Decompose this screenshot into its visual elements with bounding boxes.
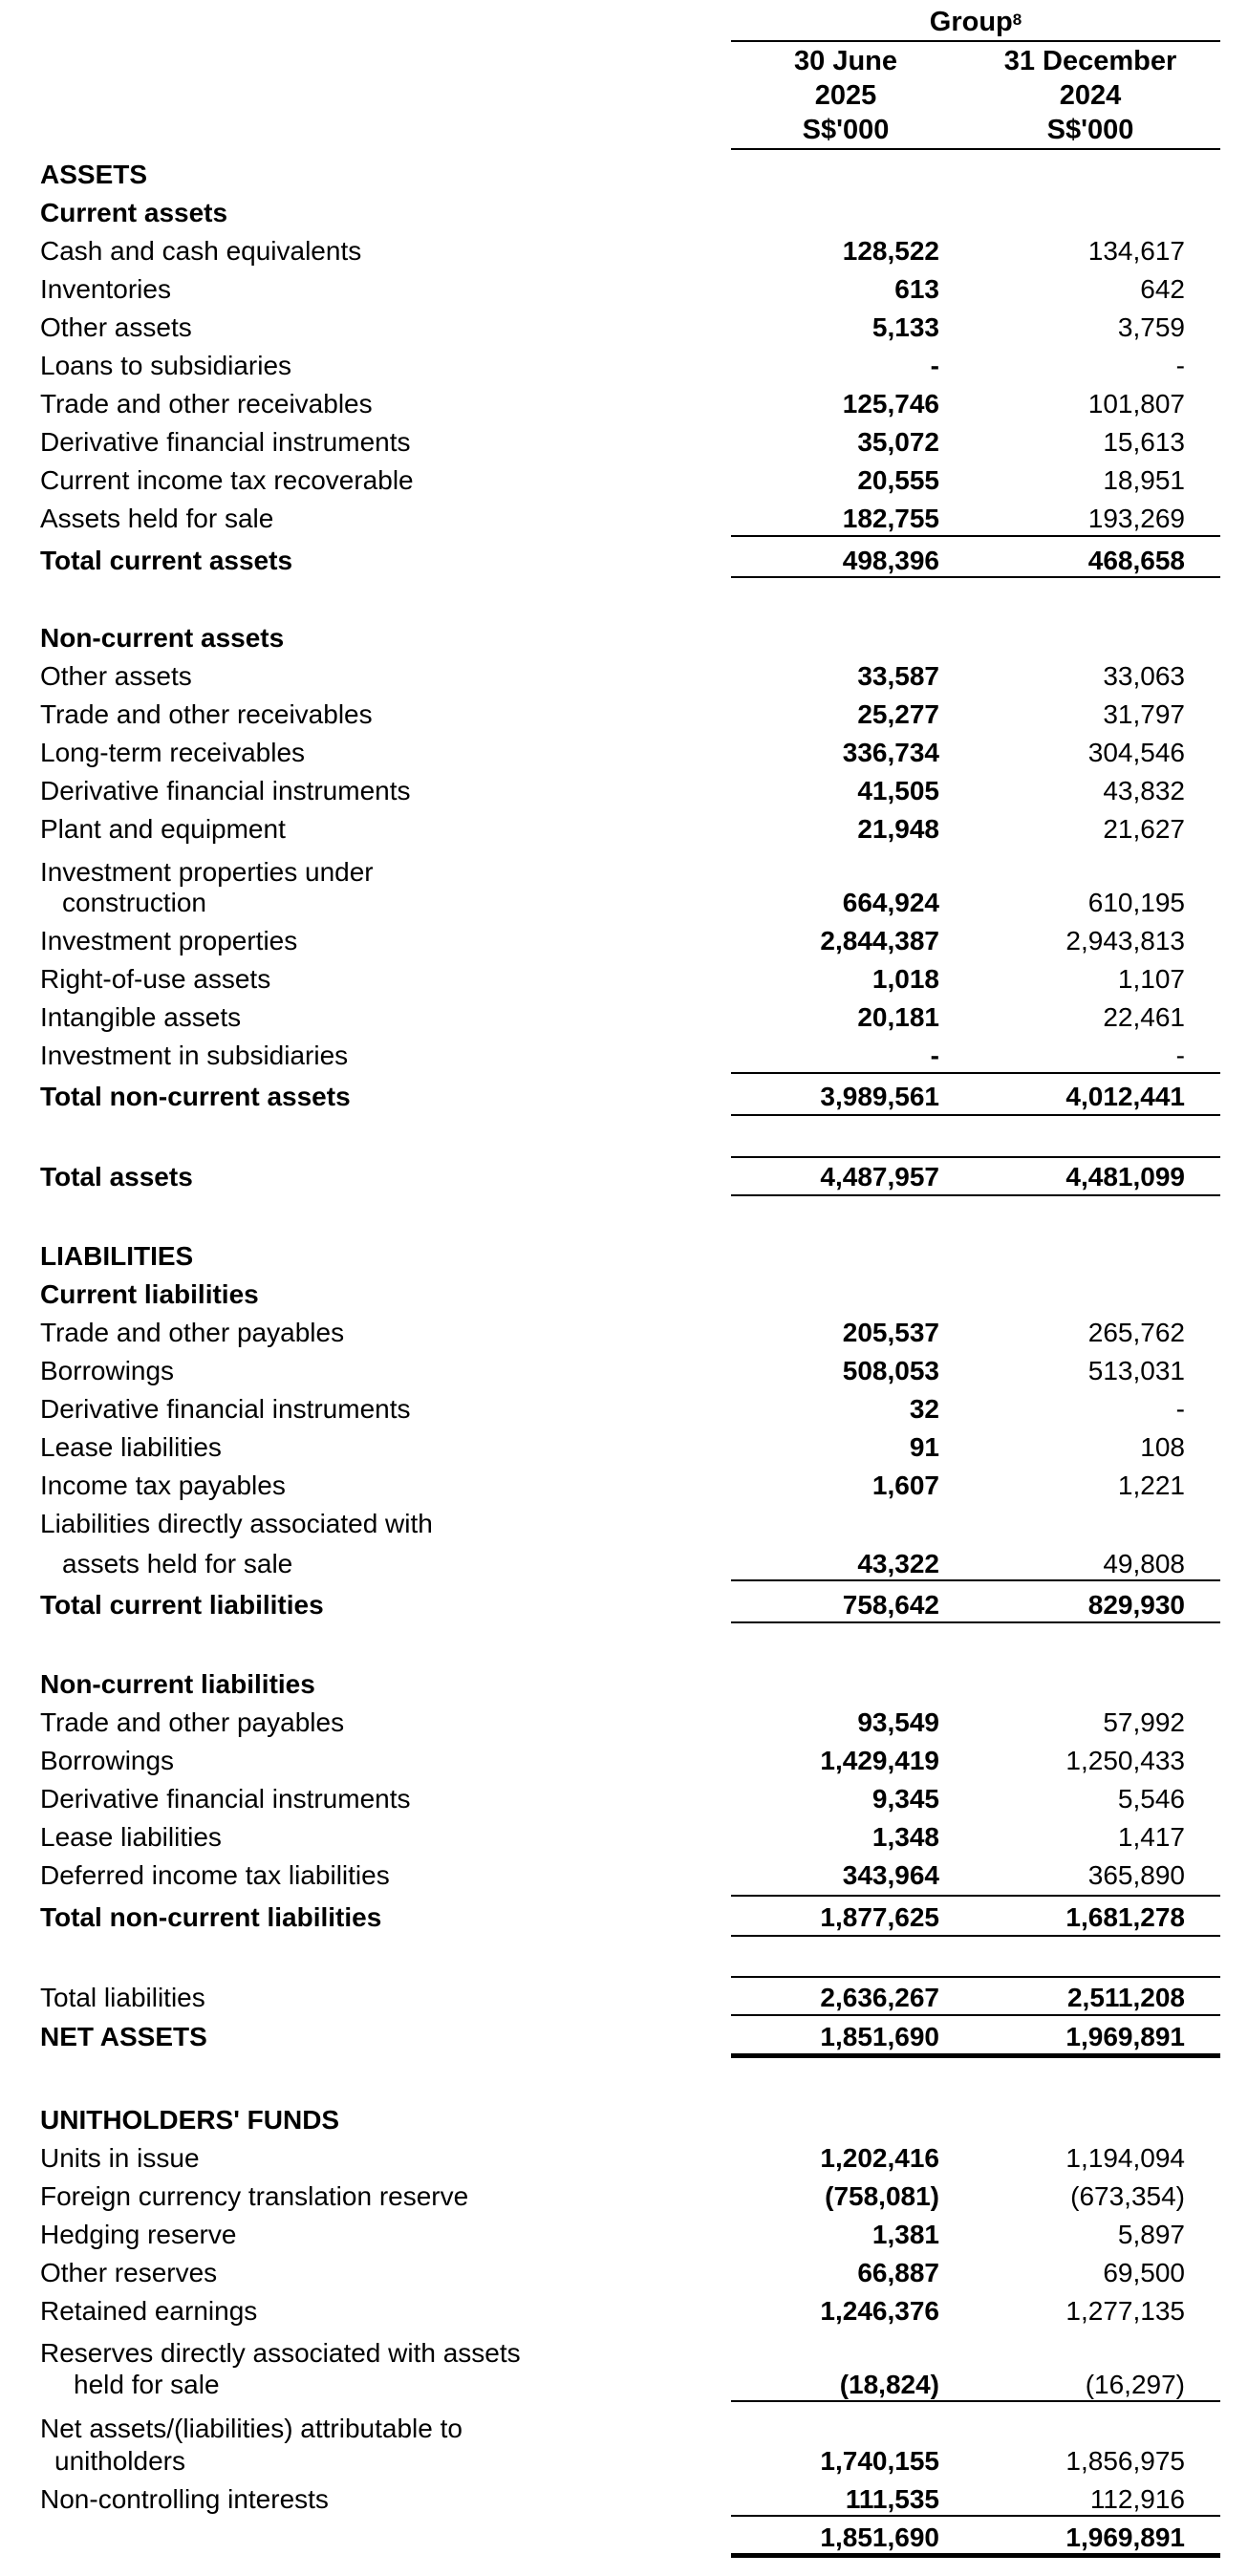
row-label: construction — [62, 888, 206, 917]
table-row — [0, 1704, 1248, 1742]
value-31-december-2024: 2,511,208 — [1066, 1983, 1185, 2012]
table-row — [0, 1505, 1248, 1543]
column-header-prior-year: 2024 — [1059, 80, 1122, 111]
column-header-prior — [965, 44, 1216, 147]
row-label: assets held for sale — [62, 1549, 293, 1578]
row-label: Investment in subsidiaries — [40, 1041, 349, 1070]
value-31-december-2024: 5,897 — [1117, 2220, 1185, 2249]
value-31-december-2024: 43,832 — [1103, 776, 1185, 805]
value-30-june-2025: - — [930, 1041, 939, 1070]
table-row — [0, 1780, 1248, 1818]
table-row — [0, 1428, 1248, 1467]
rule-below-total-current-assets — [731, 576, 1220, 578]
value-30-june-2025: 4,487,957 — [820, 1162, 939, 1191]
table-row — [0, 1586, 1248, 1624]
row-label: Non-current assets — [40, 623, 285, 653]
table-row — [0, 309, 1248, 347]
row-label: Income tax payables — [40, 1470, 286, 1500]
value-30-june-2025: 1,851,690 — [820, 2022, 939, 2051]
value-31-december-2024: 1,221 — [1117, 1470, 1185, 1500]
value-30-june-2025: 33,587 — [857, 661, 939, 691]
row-label: Total current assets — [40, 546, 293, 575]
value-31-december-2024: 642 — [1140, 274, 1185, 304]
row-label: Derivative financial instruments — [40, 427, 411, 457]
value-30-june-2025: 91 — [909, 1432, 939, 1462]
value-31-december-2024: 49,808 — [1103, 1549, 1185, 1578]
row-label: Investment properties — [40, 926, 298, 955]
row-label: LIABILITIES — [40, 1241, 194, 1271]
value-30-june-2025: 1,018 — [871, 964, 939, 994]
row-label: Investment properties under — [40, 857, 374, 887]
table-row — [0, 2139, 1248, 2178]
row-label: Borrowings — [40, 1356, 175, 1385]
table-row — [0, 1857, 1248, 1895]
value-30-june-2025: 1,429,419 — [820, 1746, 939, 1775]
table-row — [0, 385, 1248, 423]
table-row — [0, 1979, 1248, 2017]
row-label: Assets held for sale — [40, 504, 274, 533]
value-30-june-2025: 125,746 — [842, 389, 939, 419]
row-label: Derivative financial instruments — [40, 1784, 411, 1814]
rule-above-total-current-liabilities — [731, 1579, 1220, 1581]
table-row — [0, 1078, 1248, 1116]
value-30-june-2025: 508,053 — [842, 1356, 939, 1385]
value-30-june-2025: 1,877,625 — [820, 1902, 939, 1932]
value-30-june-2025: 43,322 — [857, 1549, 939, 1578]
value-30-june-2025: 32 — [909, 1394, 939, 1424]
table-row — [0, 2442, 1248, 2480]
table-row — [0, 810, 1248, 848]
group-footnote-marker: 8 — [1012, 11, 1022, 29]
column-header-prior-month: 31 December — [1003, 46, 1177, 76]
value-31-december-2024: (673,354) — [1070, 2181, 1185, 2211]
row-label: UNITHOLDERS' FUNDS — [40, 2105, 340, 2135]
row-label: Intangible assets — [40, 1002, 242, 1032]
value-31-december-2024: 1,277,135 — [1065, 2296, 1185, 2326]
value-30-june-2025: 21,948 — [857, 814, 939, 844]
table-row — [0, 696, 1248, 734]
value-31-december-2024: 2,943,813 — [1065, 926, 1185, 955]
section-heading — [0, 156, 1248, 194]
value-30-june-2025: 20,555 — [857, 465, 939, 495]
row-label: Units in issue — [40, 2143, 200, 2173]
rule-above-attributable-net-assets — [731, 2400, 1220, 2402]
row-label: NET ASSETS — [40, 2022, 207, 2051]
value-31-december-2024: 33,063 — [1103, 661, 1185, 691]
value-30-june-2025: 498,396 — [842, 546, 939, 575]
value-31-december-2024: 1,969,891 — [1065, 2022, 1185, 2051]
value-31-december-2024: 4,012,441 — [1065, 1082, 1185, 1111]
row-label: Trade and other receivables — [40, 389, 373, 419]
table-row — [0, 2216, 1248, 2254]
value-31-december-2024: 22,461 — [1103, 1002, 1185, 1032]
row-label: Loans to subsidiaries — [40, 351, 292, 380]
value-30-june-2025: 93,549 — [857, 1707, 939, 1737]
row-label: Total non-current assets — [40, 1082, 351, 1111]
value-30-june-2025: 2,844,387 — [820, 926, 939, 955]
table-row — [0, 1390, 1248, 1428]
value-30-june-2025: 343,964 — [842, 1860, 939, 1890]
table-row — [0, 657, 1248, 696]
table-row — [0, 1037, 1248, 1075]
value-30-june-2025: 1,348 — [871, 1822, 939, 1852]
table-row — [0, 270, 1248, 309]
section-heading — [0, 2101, 1248, 2139]
row-label: Total liabilities — [40, 1983, 205, 2012]
row-label: Net assets/(liabilities) attributable to — [40, 2414, 463, 2443]
row-label: Current income tax recoverable — [40, 465, 414, 495]
table-row — [0, 1158, 1248, 1196]
value-31-december-2024: (16,297) — [1085, 2370, 1185, 2399]
row-label: Long-term receivables — [40, 738, 306, 767]
value-31-december-2024: 1,969,891 — [1065, 2522, 1185, 2552]
value-30-june-2025: (758,081) — [825, 2181, 939, 2211]
column-header-current-unit: S$'000 — [802, 115, 890, 145]
rule-below-total-noncurrent-assets — [731, 1114, 1220, 1116]
row-label: Foreign currency translation reserve — [40, 2181, 469, 2211]
value-30-june-2025: 664,924 — [842, 888, 939, 917]
value-30-june-2025: 5,133 — [871, 312, 939, 342]
value-30-june-2025: 2,636,267 — [820, 1983, 939, 2012]
table-row — [0, 2018, 1248, 2056]
rule-above-total-noncurrent-liabilities — [731, 1895, 1220, 1897]
column-header-prior-unit: S$'000 — [1046, 115, 1134, 145]
rule-below-total-noncurrent-liabilities — [731, 1935, 1220, 1937]
table-row — [0, 423, 1248, 462]
table-row — [0, 960, 1248, 998]
value-31-december-2024: 18,951 — [1103, 465, 1185, 495]
row-label: Current assets — [40, 198, 228, 227]
value-30-june-2025: 128,522 — [842, 236, 939, 266]
row-label: Non-current liabilities — [40, 1669, 315, 1699]
rule-below-net-assets — [731, 2053, 1220, 2058]
row-label: Liabilities directly associated with — [40, 1509, 433, 1538]
column-header-rule — [731, 148, 1220, 150]
value-30-june-2025: 25,277 — [857, 699, 939, 729]
column-header-current-month: 30 June — [794, 46, 897, 76]
section-heading — [0, 619, 1248, 657]
rule-above-total-liabilities — [731, 1976, 1220, 1978]
section-heading — [0, 194, 1248, 232]
row-label: Non-controlling interests — [40, 2484, 329, 2514]
value-31-december-2024: 108 — [1140, 1432, 1185, 1462]
row-label: Right-of-use assets — [40, 964, 271, 994]
row-label: Hedging reserve — [40, 2220, 237, 2249]
value-31-december-2024: 513,031 — [1087, 1356, 1185, 1385]
value-30-june-2025: 1,246,376 — [820, 2296, 939, 2326]
value-30-june-2025: - — [930, 351, 939, 380]
section-heading — [0, 1665, 1248, 1704]
table-row — [0, 2254, 1248, 2292]
value-31-december-2024: 57,992 — [1103, 1707, 1185, 1737]
value-31-december-2024: 1,856,975 — [1065, 2446, 1185, 2476]
column-header-current-year: 2025 — [814, 80, 877, 111]
rule-below-total-current-liabilities — [731, 1621, 1220, 1623]
row-label: Total assets — [40, 1162, 193, 1191]
rule-above-total-current-assets — [731, 535, 1220, 537]
table-row — [0, 1742, 1248, 1780]
rule-above-total-noncurrent-assets — [731, 1072, 1220, 1074]
value-30-june-2025: 9,345 — [871, 1784, 939, 1814]
value-31-december-2024: 304,546 — [1087, 738, 1185, 767]
value-30-june-2025: 66,887 — [857, 2258, 939, 2287]
value-31-december-2024: 4,481,099 — [1065, 1162, 1185, 1191]
value-31-december-2024: 468,658 — [1087, 546, 1185, 575]
row-label: Current liabilities — [40, 1279, 259, 1309]
row-label: Trade and other payables — [40, 1707, 345, 1737]
table-row — [0, 1899, 1248, 1937]
row-label: Total non-current liabilities — [40, 1902, 382, 1932]
value-31-december-2024: 31,797 — [1103, 699, 1185, 729]
row-label: Cash and cash equivalents — [40, 236, 362, 266]
value-31-december-2024: 101,807 — [1087, 389, 1185, 419]
value-30-june-2025: 111,535 — [845, 2484, 939, 2514]
value-30-june-2025: 336,734 — [842, 738, 939, 767]
row-label: Derivative financial instruments — [40, 776, 411, 805]
value-31-december-2024: 1,107 — [1117, 964, 1185, 994]
rule-below-final-total — [731, 2553, 1220, 2558]
value-31-december-2024: - — [1175, 351, 1185, 380]
value-31-december-2024: 15,613 — [1103, 427, 1185, 457]
value-31-december-2024: - — [1175, 1041, 1185, 1070]
value-31-december-2024: 193,269 — [1087, 504, 1185, 533]
table-row — [0, 542, 1248, 580]
value-31-december-2024: 134,617 — [1087, 236, 1185, 266]
table-row — [0, 2480, 1248, 2519]
table-row — [0, 922, 1248, 960]
row-label: Trade and other receivables — [40, 699, 373, 729]
table-row — [0, 2366, 1248, 2404]
value-30-june-2025: 613 — [894, 274, 939, 304]
value-31-december-2024: 5,546 — [1117, 1784, 1185, 1814]
value-30-june-2025: 1,740,155 — [820, 2446, 939, 2476]
value-30-june-2025: (18,824) — [839, 2370, 939, 2399]
table-row — [0, 2178, 1248, 2216]
row-label: Deferred income tax liabilities — [40, 1860, 390, 1890]
table-row — [0, 1352, 1248, 1390]
row-label: Lease liabilities — [40, 1432, 222, 1462]
row-label: ASSETS — [40, 160, 148, 189]
value-30-june-2025: 35,072 — [857, 427, 939, 457]
value-31-december-2024: 265,762 — [1087, 1318, 1185, 1347]
group-header: Group$^8$ — [929, 7, 1022, 37]
value-31-december-2024: 1,194,094 — [1065, 2143, 1185, 2173]
table-row — [0, 347, 1248, 385]
row-label: Other assets — [40, 661, 192, 691]
value-30-june-2025: 20,181 — [857, 1002, 939, 1032]
row-label: Other assets — [40, 312, 192, 342]
value-31-december-2024: 69,500 — [1103, 2258, 1185, 2287]
row-label: Borrowings — [40, 1746, 175, 1775]
row-label: Other reserves — [40, 2258, 218, 2287]
rule-below-total-assets — [731, 1194, 1220, 1196]
table-row — [0, 2519, 1248, 2557]
row-label: unitholders — [54, 2446, 185, 2476]
value-30-june-2025: 182,755 — [842, 504, 939, 533]
section-heading — [0, 1237, 1248, 1276]
value-30-june-2025: 205,537 — [842, 1318, 939, 1347]
value-30-june-2025: 41,505 — [857, 776, 939, 805]
value-31-december-2024: 1,681,278 — [1065, 1902, 1185, 1932]
table-row — [0, 884, 1248, 922]
row-label: Lease liabilities — [40, 1822, 222, 1852]
value-31-december-2024: 610,195 — [1087, 888, 1185, 917]
value-31-december-2024: 3,759 — [1117, 312, 1185, 342]
value-30-june-2025: 1,851,690 — [820, 2522, 939, 2552]
row-label: Inventories — [40, 274, 171, 304]
row-label: Reserves directly associated with assets — [40, 2338, 521, 2368]
table-row — [0, 500, 1248, 538]
row-label: Derivative financial instruments — [40, 1394, 411, 1424]
row-label: Trade and other payables — [40, 1318, 345, 1347]
column-header-current — [755, 44, 936, 147]
table-row — [0, 1818, 1248, 1857]
value-31-december-2024: 112,916 — [1089, 2484, 1185, 2514]
table-row — [0, 232, 1248, 270]
rule-above-total-assets — [731, 1156, 1220, 1158]
row-label: Total current liabilities — [40, 1590, 324, 1620]
value-30-june-2025: 3,989,561 — [820, 1082, 939, 1111]
row-label: Retained earnings — [40, 2296, 258, 2326]
value-31-december-2024: 1,417 — [1117, 1822, 1185, 1852]
value-31-december-2024: - — [1175, 1394, 1185, 1424]
table-row — [0, 1467, 1248, 1505]
table-row — [0, 734, 1248, 772]
table-row — [0, 2292, 1248, 2330]
value-30-june-2025: 1,381 — [871, 2220, 939, 2249]
value-31-december-2024: 21,627 — [1103, 814, 1185, 844]
section-heading — [0, 1276, 1248, 1314]
value-31-december-2024: 829,930 — [1087, 1590, 1185, 1620]
value-30-june-2025: 1,607 — [871, 1470, 939, 1500]
group-header-rule — [731, 40, 1220, 42]
value-30-june-2025: 1,202,416 — [820, 2143, 939, 2173]
table-row — [0, 1314, 1248, 1352]
table-row — [0, 998, 1248, 1037]
value-30-june-2025: 758,642 — [842, 1590, 939, 1620]
row-label: held for sale — [74, 2370, 220, 2399]
value-31-december-2024: 1,250,433 — [1065, 1746, 1185, 1775]
rule-below-total-liabilities — [731, 2014, 1220, 2016]
rule-above-final-total — [731, 2515, 1220, 2517]
value-31-december-2024: 365,890 — [1087, 1860, 1185, 1890]
table-row — [0, 462, 1248, 500]
table-row — [0, 772, 1248, 810]
table-row — [0, 1545, 1248, 1583]
row-label: Plant and equipment — [40, 814, 286, 844]
